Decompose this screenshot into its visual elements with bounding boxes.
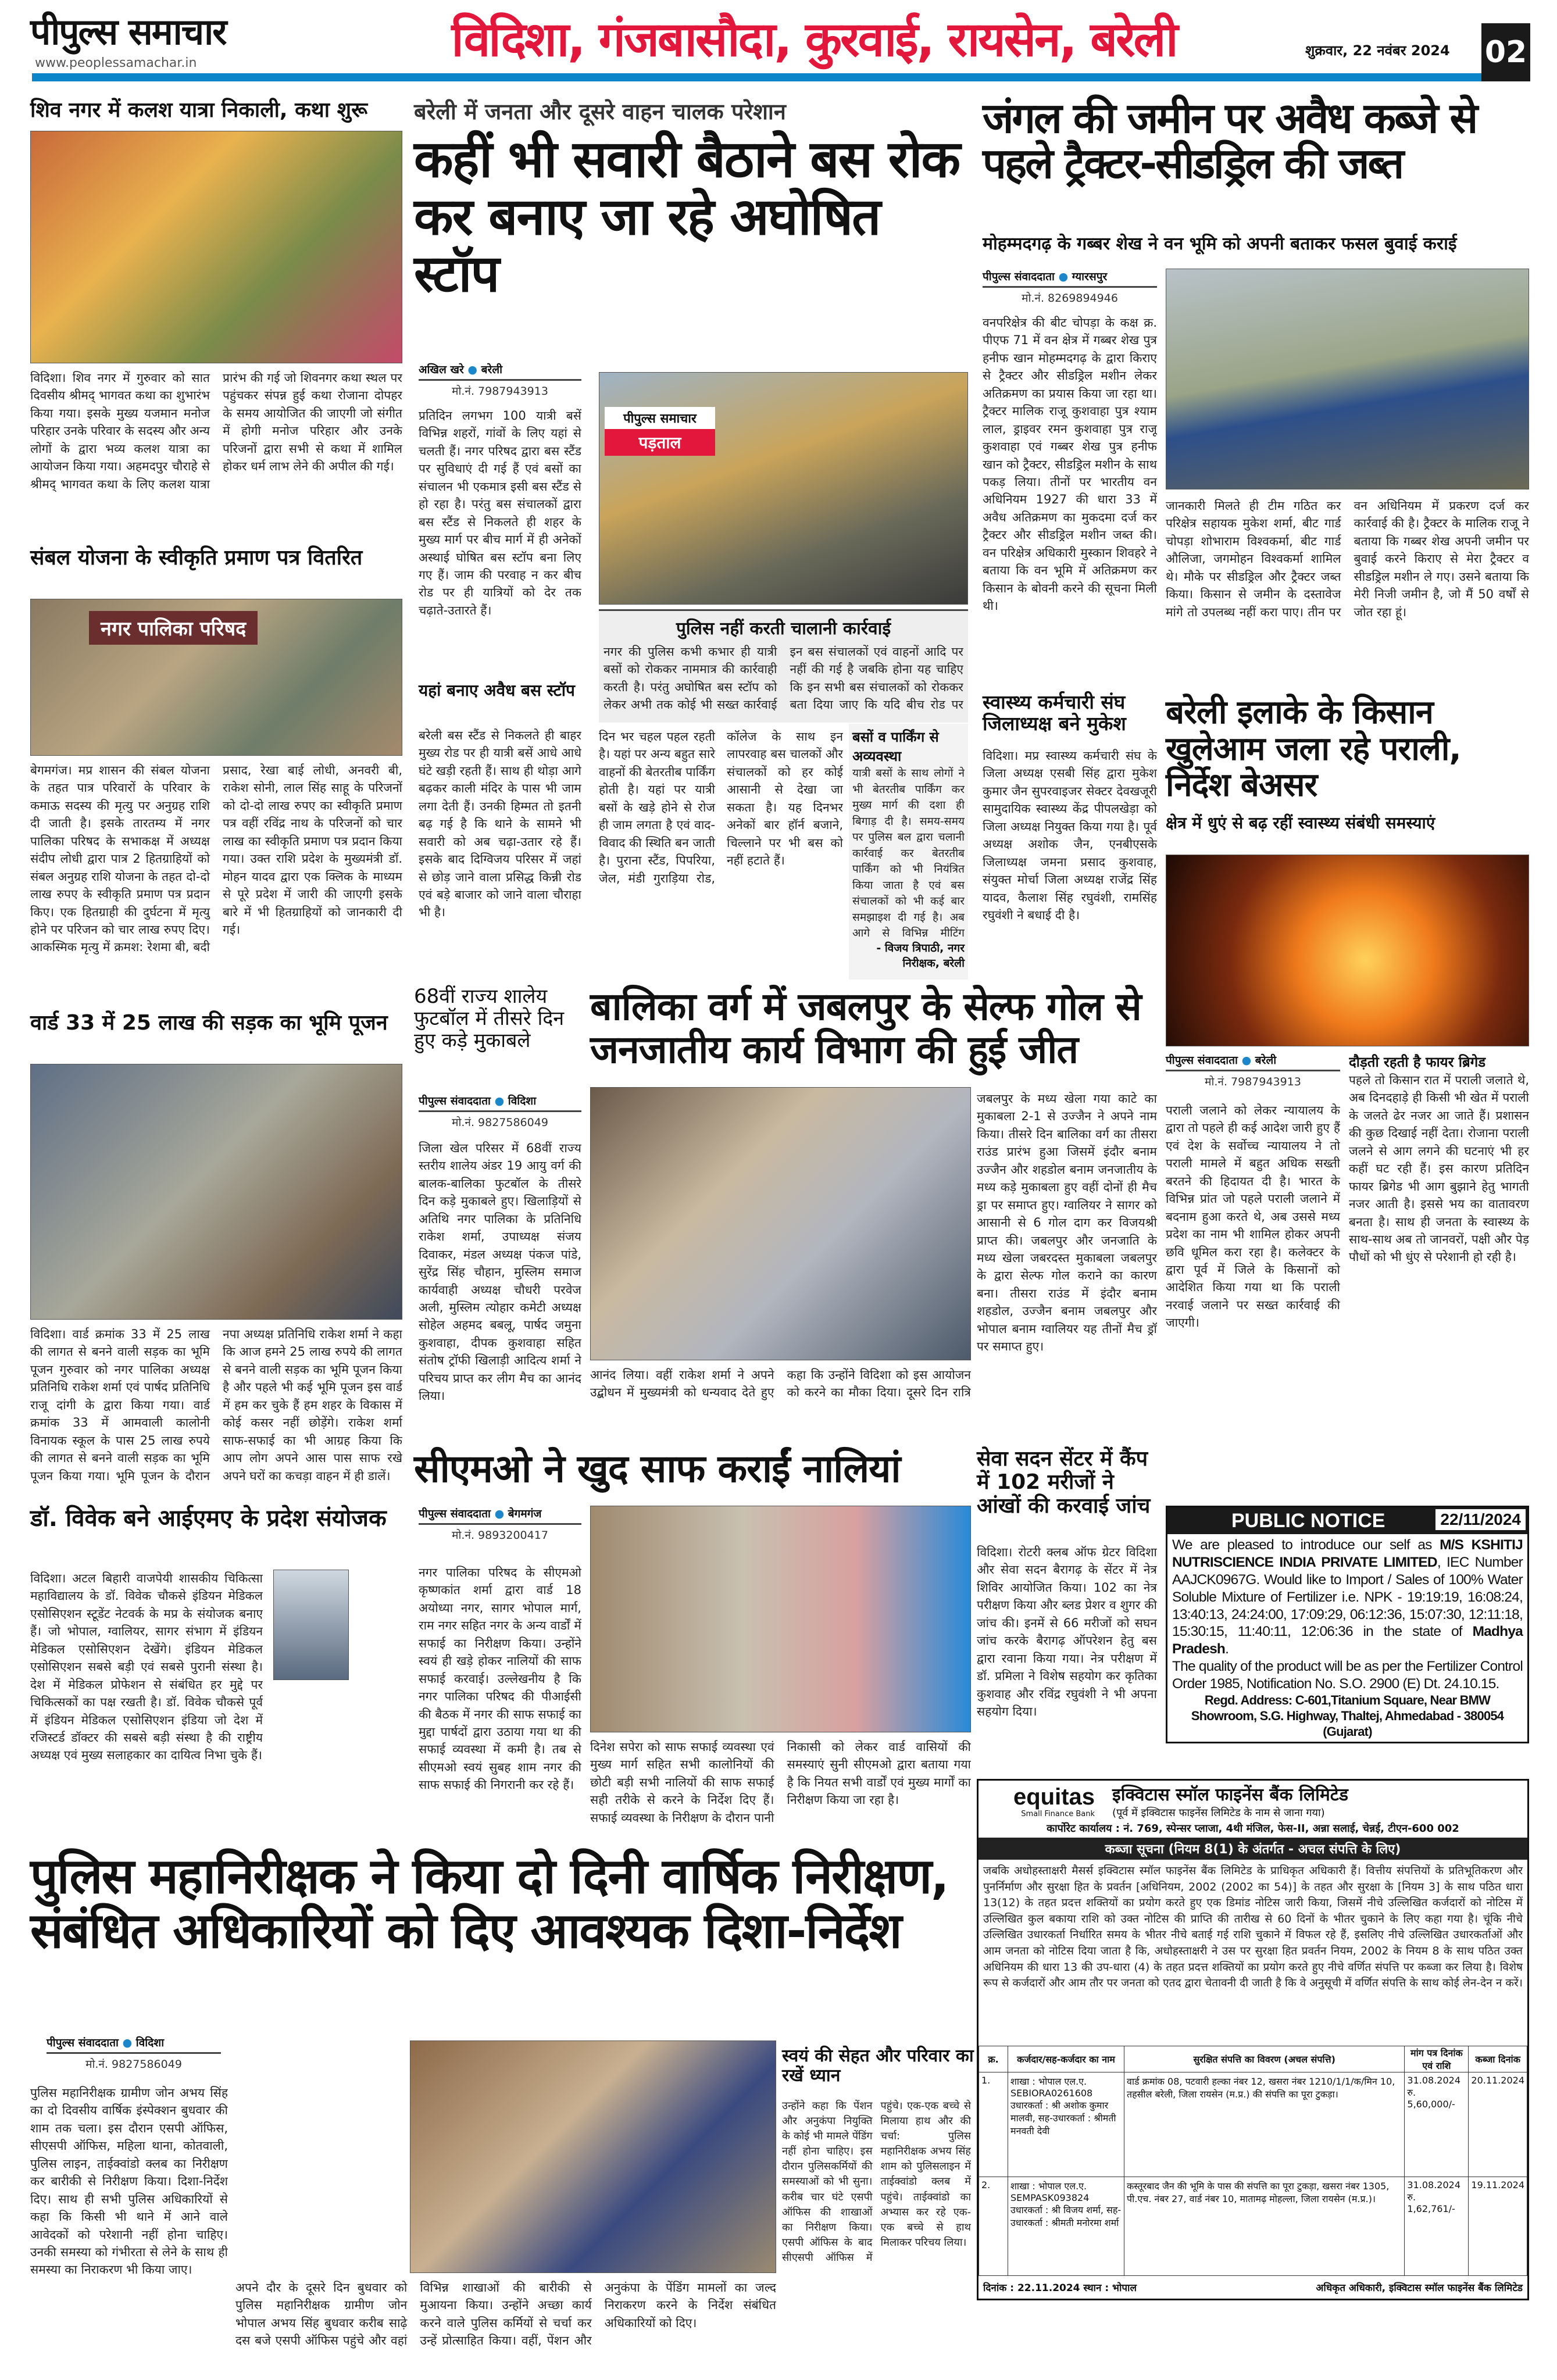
box-title: पुलिस नहीं करती चालानी कार्रवाई xyxy=(676,619,891,639)
subhead-stubble-burning: क्षेत्र में धुएं से बढ़ रहीं स्वास्थ्य संबंधी समस्याएं xyxy=(1166,813,1435,832)
badge-label: पड़ताल xyxy=(605,429,715,456)
notice-text1: , IEC Number AAJCK0967G. Would like to Import / Sales of 100% Water Soluble Mixture of Fertilizer i.e. NPK - 19:19:19, 16:08:24, 13:40:13, 24:24:00, 17:09:29, 06:12:36, 15:07:30, 12:11:18, 15:30:15, 11:40:11, 12:06:36 in the state of xyxy=(1172,1554,1523,1640)
col-demand: मांग पत्र दिनांक एवं राशि xyxy=(1405,2046,1469,2072)
equitas-logo-sub: Small Finance Bank xyxy=(1021,1810,1095,1818)
equitas-bar: कब्जा सूचना (नियम 8(1) के अंतर्गत - अचल संपत्ति के लिए) xyxy=(979,1838,1527,1860)
headline-health-union: स्वास्थ्य कर्मचारी संघ जिलाध्यक्ष बने मुकेश xyxy=(983,691,1126,735)
issue-date: शुक्रवार, 22 नवंबर 2024 xyxy=(1305,42,1450,59)
section-title: विदिशा, गंजबासौदा, कुरवाई, रायसेन, बरेली xyxy=(451,12,1177,67)
badge-brand: पीपुल्स समाचार xyxy=(605,407,715,429)
col-possession: कब्जा दिनांक xyxy=(1469,2046,1527,2072)
place: विदिशा xyxy=(508,1095,537,1107)
table-row xyxy=(979,2072,1527,2177)
headline-stubble-burning: बरेली इलाके के किसान खुलेआम जला रहे पराली, निर्देश बेअसर xyxy=(1166,694,1461,805)
place: विदिशा xyxy=(135,2036,165,2049)
page-number: 02 xyxy=(1481,23,1530,81)
sidebar-parking xyxy=(849,724,968,980)
headline-cmo-drains: सीएमओ ने खुद साफ कराईं नालियां xyxy=(414,1446,901,1491)
byline-cmo xyxy=(419,1506,581,1542)
story-stubble: पराली जलाने को लेकर न्यायालय के द्वारा तो पहले ही कई आदेश जारी हुए हैं एवं देश के सर्वोच्च न्यायालय ने तो पराली मामले में बहुत अधिक सख्ती बरतने की हिदायत दी है। भारत के विभिन्न प्रांत जो पहले पराली जलाने में बदनाम हुआ करते थे, अब उससे मध्य प्रदेश का नाम भी शामिल होकर अपनी छवि धूमिल करा रहा है। कलेक्टर के द्वारा पूर्व में जिले के किसानों को आदेशित किया गया था कि पराली नरवाई जलाने पर सख्त कार्रवाई की जाएगी। xyxy=(1166,1103,1340,1330)
masthead-url[interactable]: www.peoplessamachar.in xyxy=(35,56,197,70)
notice-company: M/S KSHITIJ NUTRISCIENCE INDIA PRIVATE LIMITED xyxy=(1172,1537,1523,1570)
equitas-office: कार्पोरेट कार्यालय : नं. 769, स्पेन्सर प्लाजा, 4थी मंजिल, फेस-II, अन्ना सलाई, चेन्नई, टीएन-600 002 xyxy=(1047,1822,1459,1835)
notice-text2: The quality of the product will be as per the Fertilizer Control Order 1985, Notification No. S.O. 2900 (E) Dt. 24.10.15. xyxy=(1172,1659,1523,1692)
headline-football: 68वीं राज्य शालेय फुटबॉल में तीसरे दिन हुए कड़े मुकाबले xyxy=(414,985,565,1053)
masthead-logo[interactable]: पीपुल्स समाचार xyxy=(30,10,226,53)
cell: 31.08.2024 रु. 5,60,000/- xyxy=(1405,2072,1469,2177)
photo-tractor xyxy=(1166,269,1529,489)
cell: 19.11.2024 xyxy=(1469,2177,1527,2276)
mobile: मो.नं. 7987943913 xyxy=(452,385,548,398)
subhead-forest-land: मोहम्मदगढ़ के गब्बर शेख ने वन भूमि को अपनी बताकर फसल बुवाई कराई xyxy=(983,234,1457,254)
story-forest-land: वनपरिक्षेत्र की बीट चोपड़ा के कक्ष क्र. पीएफ 71 में वन क्षेत्र में गब्बर शेख पुत्र हनीफ खान मोहम्मदगढ़ के द्वारा किराए से ट्रैक्टर और सीडड्रिल मशीन लेकर अतिक्रमण का प्रयास किया जा रहा था। ट्रैक्टर मालिक राजू कुशवाहा पुत्र श्याम लाल, ड्राइवर रमन कुशवाहा पुत्र राजू कुशवाहा एवं गब्बर शेख पुत्र हनीफ खान को ट्रैक्टर, सीडड्रिल मशीन के साथ पकड़ लिया। तीनों पर भारतीय वन अधिनियम 1927 की धारा 33 में अवैध अतिक्रमण का मुकदमा दर्ज कर ट्रैक्टर और सीडड्रिल मशीन जब्त की। वन परिक्षेत्र अधिकारी मुस्कान शिवहरे ने बताया कि वन भूमि में अतिक्रमण कर किसान के बोवनी करने की सूचना मिली थी। xyxy=(983,316,1157,613)
equitas-table xyxy=(979,2046,1527,2276)
cell: कस्तूरबाद जैन की भूमि के पास की संपत्ति का पूरा टुकड़ा, खसरा नंबर 1305, पी.एच. नंबर 27, वार्ड नंबर 10, मातामढ़ मोहल्ला, जिला रायसेन (म.प्र.)। xyxy=(1124,2177,1405,2276)
box-body: नगर की पुलिस कभी कभार ही यात्री बसों को रोककर नाममात्र की कार्रवाही करती है। परंतु अघोषित बस स्टॉप को लेकर अभी तक कोई भी सख्त कार्रवाई इन बस संचालकों एवं वाहनों आदि पर नहीं की गई है जबकि होना यह चाहिए कि इन सभी बस संचालकों को रोककर बता दिया जाए कि यदि बीच रोड पर xyxy=(603,645,963,712)
cell: शाखा : भोपाल एल.ए. SEMPASK093824 उधारकर्ता : श्री विजय शर्मा, सह-उधारकर्ता : श्रीमती मनोरमा शर्मा xyxy=(1008,2177,1124,2276)
story-cmo-cont: दिनेश सपेरा को साफ सफाई व्यवस्था एवं मुख्य मार्ग सहित सभी कालोनियों की छोटी बड़ी सभी नालियों की साफ सफाई सही तरीके से करने के निर्देश दिए हैं। सफाई व्यवस्था के निरीक्षण के दौरान पानी निकासी को लेकर वार्ड वासियों की समस्याएं सुनी सीएमओ द्वारा बताया गया है कि नियत सभी वार्डों एवं मुख्य मार्गों का निरीक्षण किया जा रहा है। xyxy=(590,1740,971,1825)
equitas-footer-left: दिनांक : 22.11.2024 स्थान : भोपाल xyxy=(983,2282,1137,2295)
story-sambal-yojana: बेगमगंज। मप्र शासन की संबल योजना के तहत पात्र परिवारों के परिवार के कमाऊ सदस्य की मृत्यु पर अनुग्रह राशि दी जाती है। इसके तारतम्य में नगर पालिका परिषद के सभाकक्ष में अध्यक्ष संदीप लोधी द्वारा पात्र 2 हितग्राहियों को संबल अनुग्रह राशि योजना के तहत दो-दो लाख रुपए के स्वीकृति प्रमाण पत्र प्रदान किए। एक हितग्राही की दुर्घटना में मृत्यु होने पर परिजन को चार लाख रुपए दिए। आकस्मिक मृत्यु में क्रमश: रेशमा बी, बदी प्रसाद, रेखा बाई लोधी, अनवरी बी, राकेश सोनी, लाल सिंह साहू के परिजनों को दो-दो लाख रुपए का स्वीकृति प्रमाण पत्र वहीं रविंद्र नाथ के परिजनों को चार लाख का स्वीकृति प्रमाण पत्र प्रदान किया गया। उक्त राशि प्रदेश के मुख्यमंत्री डॉ. मोहन यादव द्वारा एक क्लिक के माध्यम से पूरे प्रदेश में जारी की जाएगी इसके बारे में भी हितग्राहियों को जानकारी दी गई। xyxy=(30,763,402,955)
photo-sign: नगर पालिका परिषद xyxy=(89,611,258,645)
reporter: पीपुल्स संवाददाता xyxy=(1166,1054,1238,1067)
photo-football xyxy=(590,1087,971,1360)
badge-padtal xyxy=(605,407,715,456)
photo-cmo-drains xyxy=(590,1506,971,1732)
byline-forest-land xyxy=(983,269,1157,305)
headline-kalash-yatra: शिव नगर में कलश यात्रा निकाली, कथा शुरू xyxy=(30,98,368,122)
mobile: मो.नं. 8269894946 xyxy=(1022,292,1118,305)
story-ig-cont: अपने दौर के दूसरे दिन बुधवार को पुलिस महानिरीक्षक ग्रामीण जोन भोपाल अभय सिंह बुधवार करीब साढ़े दस बजे एसपी ऑफिस पहुंचे और वहां विभिन्न शाखाओं की बारीकी से मुआयना किया। उन्होंने अच्छा कार्य करने वाले पुलिस कर्मियों से चर्चा कर उन्हें प्रोत्साहित किया। वहीं, पेंशन और अनुकंपा के पेंडिंग मामलों का जल्द निराकरण करने के निर्देश संबंधित अधिकारियों को दिए। xyxy=(235,2281,776,2348)
equitas-former: (पूर्व में इक्विटास फाइनेंस लिमिटेड के नाम से जाना गया) xyxy=(1112,1806,1325,1819)
story-girls-football: आनंद लिया। वहीं राकेश शर्मा ने अपने उद्बोधन में मुख्यमंत्री को धन्यवाद देते हुए कहा कि उन्होंने विदिशा को इस आयोजन को करने का मौका दिया। दूसरे दिन रात्रि xyxy=(590,1368,971,1400)
reporter: पीपुल्स संवाददाता xyxy=(983,270,1055,283)
equitas-name: इक्विटास स्मॉल फाइनेंस बैंक लिमिटेड xyxy=(1112,1785,1348,1805)
headline-bareli-bus: कहीं भी सवारी बैठाने बस रोक कर बनाए जा रहे अघोषित स्टॉप xyxy=(414,129,960,304)
photo-kalash-yatra xyxy=(30,131,402,363)
story-cmo: नगर पालिका परिषद के सीएमओ कृष्णकांत शर्मा द्वारा वार्ड 18 अयोध्या नगर, सागर भोपाल मार्ग, राम नगर सहित नगर के अन्य वार्डों में सफाई का निरीक्षण किया। उन्होंने स्वयं ही खड़े होकर नालियों की साफ सफाई करवाई। उल्लेखनीय है कि नगर पालिका परिषद की पीआईसी की बैठक में नगर की साफ सफाई का मुद्दा पार्षदों द्वारा उठाया गया था की सफाई व्यवस्था में कमी है। तब से सीएमओ स्वयं सुबह शाम नगर की साफ सफाई की निगरानी कर रहे हैं। xyxy=(419,1566,581,1792)
notice-title: PUBLIC NOTICE xyxy=(1231,1510,1385,1532)
story-eye-camp: विदिशा। रोटरी क्लब ऑफ ग्रेटर विदिशा और सेवा सदन बैरागढ़ के सेंटर में नेत्र शिविर आयोजित किया। 102 का नेत्र परीक्षण किया और ब्लड प्रेशर व शुगर की जांच की। इनमें से 66 मरीजों को सघन जांच करके बैरागढ़ ऑपरेशन हेतु बस द्वारा रवाना किया गया। नेत्र परीक्षण में डॉ. प्रमिला ने विशेष सहयोग कर कृतिका कुशवाह और रविंद्र रघुवंशी ने भी अपना सहयोग दिया। xyxy=(977,1545,1157,1718)
byline-stubble xyxy=(1166,1052,1340,1089)
cell: 31.08.2024 रु. 1,62,761/- xyxy=(1405,2177,1469,2276)
reporter: पीपुल्स संवाददाता xyxy=(419,1507,491,1520)
sidebar-quote: - विजय त्रिपाठी, नगर निरीक्षक, बरेली xyxy=(876,942,965,970)
bullet-icon: ● xyxy=(467,363,478,376)
notice-intro: We are pleased to introduce our self as xyxy=(1172,1537,1432,1553)
story-girls-football-cont: जबलपुर के मध्य खेला गया काटे का मुकाबला 2-1 से उज्जैन ने अपने नाम किया। तीसरे दिन बालिका वर्ग का तीसरा राउंड प्रारंभ हुआ जिसमें इंदौर बनाम उज्जैन और शहडोल बनाम जनजातीय के मध्य कड़े मुकाबला हुए वहीं दोनों ही मैच ड्रा पर समाप्त हुए। ग्वालियर ने सागर को आसानी से 6 गोल दाग कर विजयश्री प्राप्त की। जबलपुर और जनजाति के मध्य खेला जबरदस्त मुकाबला जबलपुर के द्वारा सेल्फ गोल कराने का कारण बना। तीसरा राउंड में इंदौर बनाम शहडोल, उज्जैन बनाम जबलपुर और भोपाल बनाम ग्वालियर यह तीनों मैच ड्रॉ पर समाप्त हुए। xyxy=(977,1092,1157,1354)
cell: वार्ड क्रमांक 08, पटवारी हल्का नंबर 12, खसरा नंबर 1210/1/1/क/मिन 10, तहसील बरेली, जिला रायसेन (म.प्र.) की संपत्ति का पूरा टुकड़ा। xyxy=(1124,2072,1405,2177)
sidebar-body: पहले तो किसान रात में पराली जलाते थे, अब दिनदहाड़े ही किसी भी खेत में पराली के जलते ढेर नजर आ जाते हैं। प्रशासन की कुछ दिखाई नहीं देता। रोजाना पराली जलने से आग लगने की घटनाएं भी हर कहीं घट रही हैं। इस कारण प्रतिदिन फायर ब्रिगेड भी आग बुझाने हेतु भागती नजर आती है। इससे भय का वातावरण बनता है। साथ ही जनता के स्वास्थ्य के साथ-साथ अब तो जानवरों, पक्षी और पेड़ पौधों को भी धुंए से परेशानी हो रही है। xyxy=(1349,1073,1529,1264)
headline-girls-football: बालिका वर्ग में जबलपुर के सेल्फ गोल से जनजातीय कार्य विभाग की हुई जीत xyxy=(590,984,1141,1072)
headline-ward-33: वार्ड 33 में 25 लाख की सड़क का भूमि पूजन xyxy=(30,1011,388,1035)
photo-stubble-fire xyxy=(1166,855,1529,1046)
notice-address: Regd. Address: C-601,Titanium Square, Near BMW Showroom, S.G. Highway, Thaltej, Ahmedabad - 380054 (Gujarat) xyxy=(1191,1692,1504,1739)
story-ward-33: विदिशा। वार्ड क्रमांक 33 में 25 लाख की लागत से बनने वाली सड़क का भूमि पूजन गुरुवार को नगर पालिका अध्यक्ष प्रतिनिधि राकेश शर्मा एवं पार्षद प्रतिनिधि राजू दांगी के द्वारा किया गया। वार्ड क्रमांक 33 में आमवाली कालोनी विनायक स्कूल के पास 25 लाख रुपये की लागत से बनने वाली सड़क का भूमि पूजन किया गया। भूमि पूजन के दौरान नपा अध्यक्ष प्रतिनिधि राकेश शर्मा ने कहा कि आज हमने 25 लाख रुपये की लागत से बनने वाली सड़क का भूमि पूजन किया है और पहले भी कई भूमि पूजन इस वार्ड में हम कर चुके हैं हम शहर के विकास में कोई कसर नहीं छोड़ेंगे। राकेश शर्मा साफ-सफाई का भी आग्रह किया कि आप लोग अपने आस पास साफ रखे अपने घरों का कचड़ा वाहन में ही डालें। xyxy=(30,1327,402,1483)
place: बेगमगंज xyxy=(508,1507,542,1520)
equitas-notice xyxy=(977,1779,1529,2300)
headline-ig-inspection: पुलिस महानिरीक्षक ने किया दो दिनी वार्षिक निरीक्षण, संबंधित अधिकारियों को दिए आवश्यक दिशा-निर्देश xyxy=(30,1847,948,1960)
story-football: जिला खेल परिसर में 68वीं राज्य स्तरीय शालेय अंडर 19 आयु वर्ग की बालक-बालिका फुटबॉल के तीसरे दिन कड़े मुकाबले हुए। खिलाड़ियों से अतिथि नगर पालिका के प्रतिनिधि राकेश शर्मा, उपाध्यक्ष संजय दिवाकर, मंडल अध्यक्ष पंकज पांडे, सुरेंद्र सिंह चौहान, मुस्लिम समाज कार्यवाही अध्यक्ष चौधरी परवेज अली, मुस्लिम त्योहार कमेटी अध्यक्ष सोहेल अहमद बबलू, पार्षद जमुना कुशवाहा, दीपक कुशवाहा सहित संतोष ट्रॉफी खिलाड़ी आदित्य शर्मा ने परिचय प्राप्त कर लीग मैच का आनंद लिया। xyxy=(419,1141,581,1403)
col-property: सुरक्षित संपत्ति का विवरण (अचल संपत्ति) xyxy=(1124,2046,1405,2072)
byline-ig xyxy=(47,2035,221,2071)
mobile: मो.नं. 9827586049 xyxy=(85,2058,182,2071)
bullet-icon: ● xyxy=(494,1095,505,1107)
cell: 1. xyxy=(979,2072,1008,2177)
portrait-dr-vivek xyxy=(273,1570,349,1680)
story-parking: दिन भर चहल पहल रहती है। यहां पर अन्य बहुत सारे वाहनों की बेतरतीब पार्किंग होती है। यहां पर यात्री बसों के खड़े होने से रोज ही जाम लगता है एवं वाद-विवाद की स्थिति बन जाती है। पुराना स्टैंड, पिपरिया, जेल, मंडी गुराड़िया रोड, कॉलेज के साथ इन लापरवाह बस चालकों और संचालकों को हर कोई आसानी से देखा जा सकता है। यह दिनभर अनेकों बार हॉर्न बजाने, चिल्लाने पर भी बस को नहीं हटाते हैं। xyxy=(599,730,843,885)
bullet-icon: ● xyxy=(122,2036,133,2049)
story-health-family: उन्होंने कहा कि पेंशन और अनुकंपा नियुक्ति के कोई भी मामले पेंडिंग नहीं होना चाहिए। इस दौरान पुलिसकर्मियों की समस्याओं को भी सुना। करीब चार घंटे एसपी ऑफिस की शाखाओं का निरीक्षण किया। एसपी ऑफिस के बाद सीएसपी ऑफिस में पहुंचे। एक-एक बच्चे से मिलाया हाथ और की चर्चा: पुलिस महानिरीक्षक अभय सिंह शाम को पुलिसलाइन में ताईक्वांडो क्लब में पहुंचे। ताईक्वांडो का अभ्यास कर रहे एक-एक बच्चे से हाथ मिलाकर परिचय लिया। xyxy=(782,2100,971,2264)
photo-sambal-yojana xyxy=(30,599,402,756)
equitas-body: जबकि अधोहस्ताक्षरी मैसर्स इक्विटास स्मॉल फाइनेंस बैंक लिमिटेड के प्राधिकृत अधिकारी हैं। वित्तीय संपत्तियों के प्रतिभूतिकरण और पुनर्निर्माण और सुरक्षा हित के प्रवर्तन [अधिनियम, 2002 (2002 का 54)] के तहत और सुरक्षा के [नियम 3] के साथ पठित धारा 13(12) के तहत प्रदत्त शक्तियों का प्रयोग करते हुए एक डिमांड नोटिस जारी किया, जिसमें नीचे उल्लिखित कर्जदारों को नोटिस में उल्लिखित कुल बकाया राशि को उक्त नोटिस की प्राप्ति की तारीख से 60 दिनों के भीतर चुकाने के लिए कहा गया है। चूंकि नीचे उल्लिखित उधारकर्ता निर्धारित समय के भीतर नीचे बताई गई राशि चुकाने में विफल रहे हैं, इसलिए नीचे उल्लिखित उधारकर्ताओं और आम जनता को नोटिस दिया जाता है कि, अधोहस्ताक्षरी ने उस पर सुरक्षा हित प्रवर्तन नियम, 2002 के नियम 8 के साथ पठित उक्त अधिनियम की धारा 13 की उप-धारा (4) के तहत प्रदत्त शक्तियों का प्रयोग करते हुए नीचे वर्णित संपत्ति पर कब्जा कर लिया है। विशेष रूप से कर्जदारों और आम तौर पर जनता को एतद द्वारा चेतावनी दी जाती है कि वे अनुसूची में वर्णित संपत्ति के साथ कोई लेन-देन न करें। xyxy=(983,1864,1523,1990)
mobile: मो.नं. 9893200417 xyxy=(452,1529,548,1542)
equitas-footer-right: अधिकृत अधिकारी, इक्विटास स्मॉल फाइनेंस बैंक लिमिटेड xyxy=(1316,2282,1523,2295)
story-bareli-bus: प्रतिदिन लगभग 100 यात्री बसें विभिन्न शहरों, गांवों के लिए यहां से चलती हैं। नगर परिषद द्वारा बस स्टैंड पर सुविधाएं दी गई हैं एवं बसों का संचालन भी एकमात्र इसी बस स्टैंड से हो रहा है। परंतु बस संचालकों द्वारा बस स्टैंड से निकलते ही शहर के मुख्य मार्ग पर बीच मार्ग में ही अनेकों अस्थाई घोषित बस स्टॉप बना लिए गए हैं। जाम की परवाह न कर बीच रोड पर ही यात्रियों को देर तक चढ़ाते-उतारते हैं। xyxy=(419,409,581,617)
place: ग्यारसपुर xyxy=(1072,270,1108,283)
story-health-union: विदिशा। मप्र स्वास्थ्य कर्मचारी संघ के जिला अध्यक्ष एसबी सिंह द्वारा मुकेश कुमार जैन सुपरवाइजर सेक्टर देवखजूरी सामुदायिक स्वास्थ्य केंद्र पीपलखेड़ा को जिला अध्यक्ष नियुक्त किया गया है। पूर्व अध्यक्ष अशोक जैन, एनबीएसके जिलाध्यक्ष जमना प्रसाद कुशवाह, संयुक्त मोर्चा जिला अध्यक्ष राजेंद्र सिंह यादव, कैलाश सिंह रघुवंशी, रामसिंह रघुवंशी ने बधाई दी है। xyxy=(983,749,1157,922)
headline-forest-land: जंगल की जमीन पर अवैध कब्जे से पहले ट्रैक्टर-सीडड्रिल की जब्त xyxy=(983,94,1477,188)
sidebar-fire-brigade xyxy=(1349,1052,1529,1494)
story-forest-land-cont: जानकारी मिलते ही टीम गठित कर परिक्षेत्र सहायक मुकेश शर्मा, बीट गार्ड चोपड़ा शोभाराम विश्वकर्मा, बीट गार्ड औलिजा, जगमोहन विश्वकर्मा शामिल थे। मौके पर सीडड्रिल और ट्रैक्टर जब्त किया। किसान से जमीन के दस्तावेज मांगे तो उपलब्ध नहीं करा पाए। तीन पर वन अधिनियम में प्रकरण दर्ज कर कार्रवाई की है। ट्रैक्टर के मालिक राजू ने बताया कि गब्बर शेख अपनी जमीन पर बुवाई करने किराए से मेरा ट्रैक्टर व सीडड्रिल मशीन ले गए। उसने बताया कि मेरी निजी जमीन है, जो मैं 50 वर्षों से जोत रहा हूं। xyxy=(1166,499,1529,619)
kicker-bareli-bus: बरेली में जनता और दूसरे वाहन चालक परेशान xyxy=(414,99,786,124)
photo-ig-inspection xyxy=(410,2040,776,2273)
headline-sambal-yojana: संबल योजना के स्वीकृति प्रमाण पत्र वितरित xyxy=(30,546,363,570)
public-notice: PUBLIC NOTICE 22/11/2024 We are pleased to introduce our self as M/S KSHITIJ NUTRISCIENCE INDIA PRIVATE LIMITED, IEC Number AAJCK0967G. Would like to Import / Sales of 100% Water Soluble Mixture of Fertilizer i.e. NPK - 19:19:19, 16:08:24, 13:40:13, 24:24:00, 17:09:29, 06:12:36, 15:07:30, 12:11:18, 15:30:15, 11:40:11, 12:06:36 in the state of Madhya Pradesh. The quality of the product will be as per the Fertilizer Control Order 1985, Notification No. S.O. 2900 (E) Dt. 24.10.15. Regd. Address: C-601,Titanium Square, Near BMW Showroom, S.G. Highway, Thaltej, Ahmedabad - 380054 (Gujarat) xyxy=(1166,1506,1529,1743)
mobile: मो.नं. 9827586049 xyxy=(452,1116,548,1129)
sidebar-body: यात्री बसों के साथ लोगों ने भी बेतरतीब पार्किंग कर मुख्य मार्ग की दशा ही बिगाड़ दी है। समय-समय पर पुलिस बल द्वारा चलानी कार्रवाई कर बेतरतीब पार्किंग को भी नियंत्रित किया जाता है एवं बस संचालकों को भी कई बार समझाइश दी गई है। अब आगे से विभिन्न मीटिंग xyxy=(852,767,965,940)
subhead-illegal-stops: यहां बनाए अवैध बस स्टॉप xyxy=(419,681,575,700)
reporter: पीपुल्स संवाददाता xyxy=(47,2036,119,2049)
reporter: अखिल खरे xyxy=(419,363,464,376)
sidebar-title: बसों व पार्किंग से अव्यवस्था xyxy=(852,729,939,764)
reporter: पीपुल्स संवाददाता xyxy=(419,1095,491,1107)
notice-date: 22/11/2024 xyxy=(1435,1509,1526,1530)
cell: 20.11.2024 xyxy=(1469,2072,1527,2177)
place: बरेली xyxy=(1255,1054,1277,1067)
bullet-icon: ● xyxy=(1058,270,1069,283)
byline-football xyxy=(419,1093,581,1130)
story-dr-vivek: विदिशा। अटल बिहारी वाजपेयी शासकीय चिकित्सा महाविद्यालय के डॉ. विवेक चौकसे इंडियन मेडिकल एसोसिएशन स्टूडेंट नेटवर्क के मप्र के संयोजक बनाए हैं। जो भोपाल, ग्वालियर, सागर संभाग में इंडियन मेडिकल एसोसिएशन देखेंगे। इंडियन मेडिकल एसोसिएशन सबसे बड़ी एवं सबसे पुरानी संस्था है। देश में मेडिकल प्रोफेशन से संबंधित हर मुद्दे पर चिकित्सकों का पक्ष रखती है। डॉ. विवेक चौकसे पूर्व में इंडियन मेडिकल एसोसिएशन इंडिया जो देश में रजिस्टर्ड डॉक्टर की सबसे बड़ी संस्था है की राष्ट्रीय अध्यक्ष एवं मुख्य सलाहकार का दायित्व निभा चुके हैं। xyxy=(30,1571,263,1763)
headline-health-family: स्वयं की सेहत और परिवार का रखें ध्यान xyxy=(782,2046,974,2086)
box-police-no-challan xyxy=(599,609,968,723)
story-illegal-stops: बरेली बस स्टैंड से निकलते ही बाहर मुख्य रोड पर ही यात्री बसें आधे आधे घंटे खड़ी रहती हैं। साथ ही थोड़ा आगे बढ़कर काली मंदिर के पास भी जाम लगा देती हैं। उनकी हिम्मत तो इतनी बढ़ गई है कि थाने के सामने भी सवारी को अब चढ़ा-उतार रहे हैं। इसके बाद दिग्विजय परिसर में जहां से छोड़ जाने वाला प्रसिद्ध किन्नी रोड एवं बड़े बाजार को जाने वाला चौराहा भी है। xyxy=(419,728,581,920)
place: बरेली xyxy=(481,363,503,376)
header-divider xyxy=(32,73,1481,81)
cell: शाखा : भोपाल एल.ए. SEBIORA0261608 उधारकर्ता : श्री अशोक कुमार मालवी, सह-उधारकर्ता : श्रीमती मनवती देवी xyxy=(1008,2072,1124,2177)
story-kalash-yatra: विदिशा। शिव नगर में गुरुवार को सात दिवसीय श्रीमद् भागवत कथा का शुभारंभ किया गया। इसके मुख्य यजमान मनोज परिहार उनके परिवार के सदस्य और अन्य लोगों के द्वारा भव्य कलश यात्रा का आयोजन किया गया। अहमदपुर चौराहे से श्रीमद् भागवत कथा के लिए कलश यात्रा प्रारंभ की गई जो शिवनगर कथा स्थल पर पहुंचकर संपन्न हुई कथा रोजाना दोपहर के समय आयोजित की जाएगी जो संगीत में होगी मनोज परिहार और उनके परिजनों द्वारा सभी से कथा में शामिल होकर धर्म लाभ लेने की अपील की गई। xyxy=(30,371,402,491)
photo-ward-33 xyxy=(30,1064,402,1320)
bullet-icon: ● xyxy=(494,1507,505,1520)
equitas-logo: equitas xyxy=(1013,1784,1095,1810)
table-row xyxy=(979,2177,1527,2276)
notice-state: Madhya Pradesh xyxy=(1172,1624,1523,1657)
col-borrower: कर्जदार/सह-कर्जदार का नाम xyxy=(1008,2046,1124,2072)
bullet-icon: ● xyxy=(1241,1054,1252,1067)
headline-eye-camp: सेवा सदन सेंटर में कैंप में 102 मरीजों ने आंखों की करवाई जांच xyxy=(977,1447,1151,1518)
mobile: मो.नं. 7987943913 xyxy=(1205,1075,1301,1088)
headline-dr-vivek: डॉ. विवेक बने आईएमए के प्रदेश संयोजक xyxy=(30,1505,387,1532)
story-ig: पुलिस महानिरीक्षक ग्रामीण जोन अभय सिंह का दो दिवसीय वार्षिक इंस्पेक्शन बुधवार की शाम तक चला। इस दौरान एसपी ऑफिस, सीएसपी ऑफिस, महिला थाना, कोतवाली, पुलिस लाइन, ताईक्वांडो क्लब का निरीक्षण कर बारीकी से निरीक्षण किया। दिशा-निर्देश दिए। साथ ही सभी पुलिस अधिकारियों से कहा कि किसी भी थाने में आने वाले आवेदकों को परेशानी नहीं होना चाहिए। उनकी समस्या को गंभीरता से लेने के साथ ही समस्या का निराकरण भी किया जाए। xyxy=(30,2086,228,2277)
col-no: क्र. xyxy=(979,2046,1008,2072)
cell: 2. xyxy=(979,2177,1008,2276)
byline-bareli-bus xyxy=(419,362,581,398)
sidebar-title: दौड़ती रहती है फायर ब्रिगेड xyxy=(1349,1054,1486,1070)
